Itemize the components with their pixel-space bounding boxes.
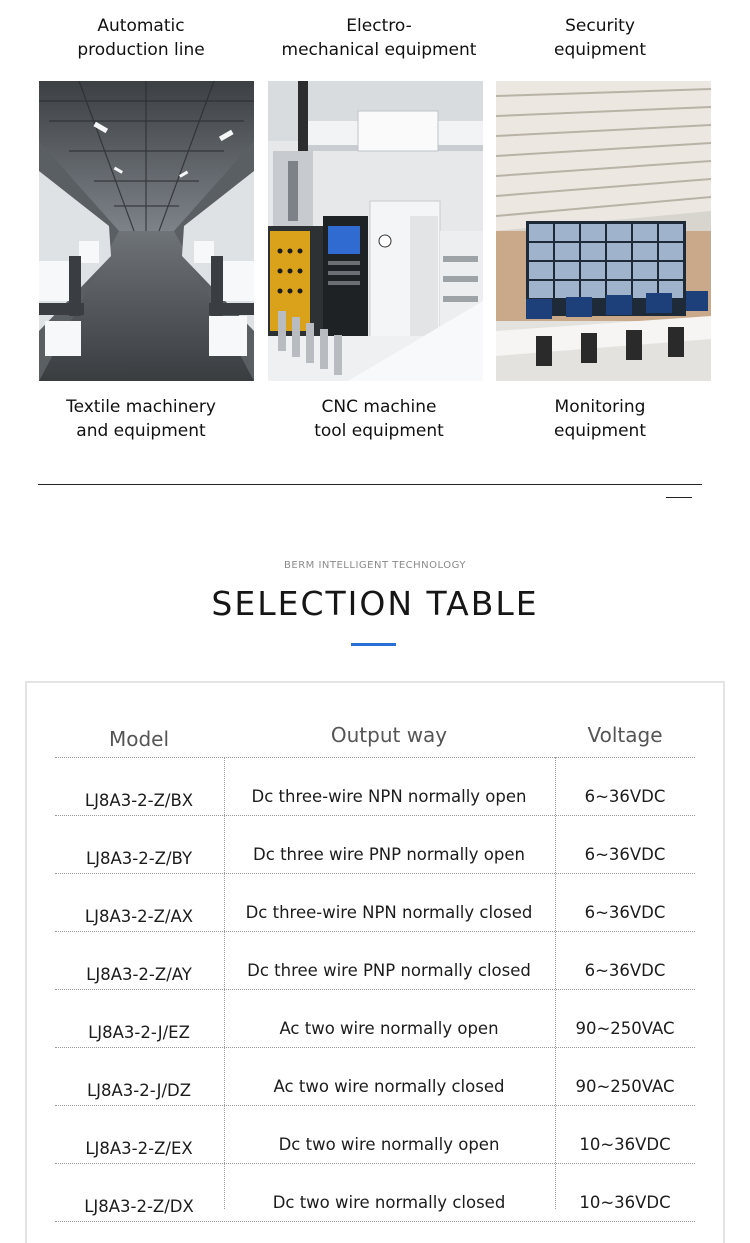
caption-line: Automatic (97, 16, 185, 36)
cell-output-way: Dc three-wire NPN normally open (251, 787, 527, 806)
cell-output-way: Dc two wire normally open (278, 1135, 500, 1154)
textile-factory-photo (39, 81, 254, 381)
caption-line: CNC machine (321, 397, 437, 417)
cell-voltage: 90~250VAC (575, 1077, 675, 1096)
caption-line: production line (77, 40, 205, 60)
table-row-divider (55, 1163, 695, 1164)
cell-output-way: Dc two wire normally closed (272, 1193, 506, 1212)
section-title: SELECTION TABLE (211, 584, 539, 623)
cell-output-way: Dc three-wire NPN normally closed (245, 903, 533, 922)
caption-textile-machinery (40, 395, 242, 443)
cell-model: LJ8A3-2-Z/EX (85, 1139, 193, 1158)
caption-cnc-machine-tool (270, 395, 488, 443)
caption-line: equipment (554, 421, 646, 441)
cell-voltage: 90~250VAC (575, 1019, 675, 1038)
cell-voltage: 6~36VDC (584, 961, 666, 980)
caption-line: Textile machinery (66, 397, 216, 417)
cell-model: LJ8A3-2-Z/AX (84, 907, 194, 926)
table-row-divider (55, 931, 695, 932)
table-row-divider (55, 1047, 695, 1048)
table-row-divider (55, 873, 695, 874)
table-row-divider (55, 1105, 695, 1106)
cell-output-way: Ac two wire normally open (279, 1019, 499, 1038)
cell-output-way: Ac two wire normally closed (273, 1077, 505, 1096)
cell-model: LJ8A3-2-Z/DX (84, 1197, 194, 1216)
column-header-output-way: Output way (330, 723, 448, 747)
caption-line: Security (565, 16, 635, 36)
cell-voltage: 10~36VDC (579, 1193, 671, 1212)
cell-model: LJ8A3-2-Z/BX (84, 791, 194, 810)
column-header-voltage: Voltage (587, 723, 663, 747)
table-column-divider (224, 757, 225, 1209)
divider-tick (666, 497, 692, 498)
cell-output-way: Dc three wire PNP normally open (253, 845, 525, 864)
cell-voltage: 10~36VDC (579, 1135, 671, 1154)
caption-line: Electro- (346, 16, 412, 36)
column-header-model: Model (108, 727, 170, 751)
cell-voltage: 6~36VDC (584, 845, 666, 864)
cell-model: LJ8A3-2-J/DZ (86, 1081, 192, 1100)
table-row-divider (55, 1221, 695, 1222)
caption-automatic-production-line (40, 14, 242, 62)
table-row-divider (55, 815, 695, 816)
caption-monitoring-equipment (500, 395, 700, 443)
caption-line: tool equipment (314, 421, 444, 441)
title-accent-bar (351, 643, 396, 646)
table-column-divider (555, 757, 556, 1209)
caption-line: mechanical equipment (281, 40, 477, 60)
section-divider (38, 484, 702, 485)
caption-line: and equipment (76, 421, 206, 441)
cell-output-way: Dc three wire PNP normally closed (247, 961, 531, 980)
cnc-machine-photo (268, 81, 483, 381)
cell-voltage: 6~36VDC (584, 787, 666, 806)
cell-model: LJ8A3-2-Z/AY (86, 965, 192, 984)
caption-electromechanical-equipment (270, 14, 488, 62)
table-row-divider (55, 989, 695, 990)
section-eyebrow: BERM INTELLIGENT TECHNOLOGY (284, 560, 466, 571)
cell-model: LJ8A3-2-J/EZ (88, 1023, 190, 1042)
caption-line: equipment (554, 40, 646, 60)
monitoring-room-photo (496, 81, 711, 381)
cell-voltage: 6~36VDC (584, 903, 666, 922)
table-row-divider (55, 757, 695, 758)
caption-security-equipment (500, 14, 700, 62)
cell-model: LJ8A3-2-Z/BY (85, 849, 193, 868)
caption-line: Monitoring (554, 397, 646, 417)
